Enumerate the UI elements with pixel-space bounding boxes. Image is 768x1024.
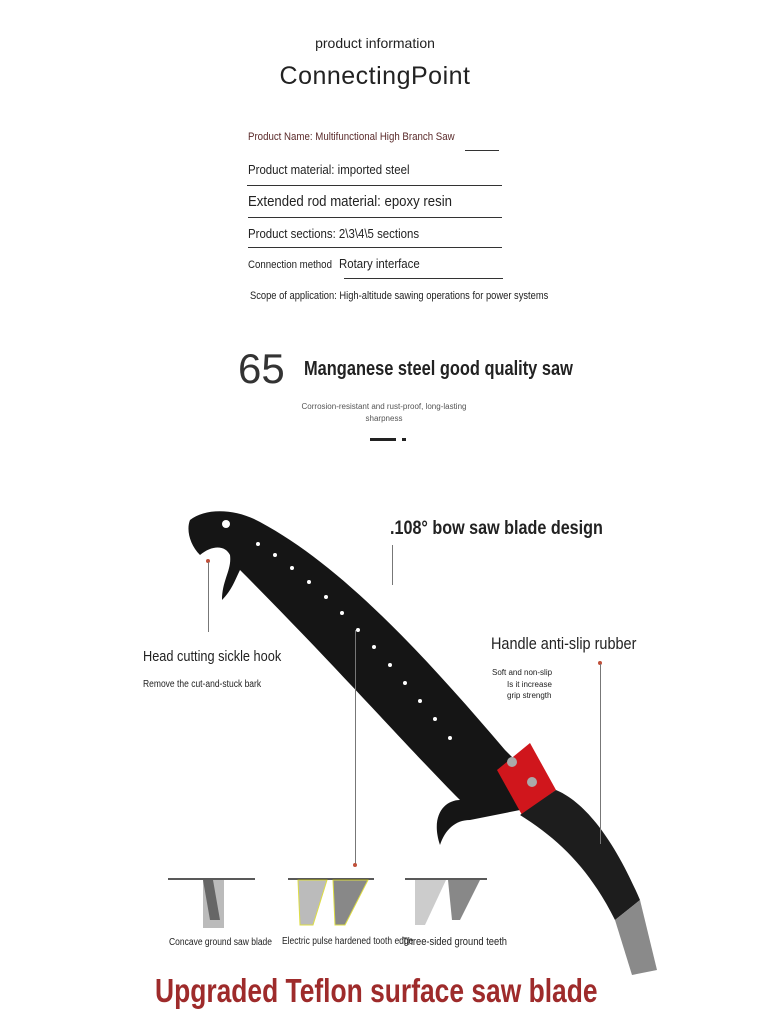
handle-desc-1: Soft and non-slip (492, 668, 553, 677)
feature-desc-2: sharpness (365, 414, 403, 423)
feature-desc-1: Corrosion-resistant and rust-proof, long-lasting (301, 402, 467, 411)
saw-illustration (0, 500, 768, 980)
feature-heading: Manganese steel good quality saw (304, 358, 573, 380)
spec-name: Product Name: Multifunctional High Branch Saw (248, 131, 455, 143)
dash-decoration (370, 438, 396, 441)
divider (248, 217, 502, 218)
handle-title: Handle anti-slip rubber (491, 634, 637, 653)
footer-title: Upgraded Teflon surface saw blade (155, 972, 598, 1009)
callout-dot (353, 863, 357, 867)
spec-scope: Scope of application: High-altitude sawing operations for power systems (250, 290, 549, 302)
spec-rod: Extended rod material: epoxy resin (248, 193, 452, 210)
tooth-label: Concave ground saw blade (169, 937, 273, 948)
divider (465, 150, 499, 151)
handle-desc-3: grip strength (507, 691, 552, 700)
tooth-label: Three-sided ground teeth (402, 936, 508, 948)
spec-material: Product material: imported steel (248, 162, 410, 177)
spec-sections: Product sections: 2\3\4\5 sections (248, 226, 420, 241)
callout-line (600, 664, 601, 844)
dash-decoration (402, 438, 406, 441)
handle-desc-2: Is it increase (507, 680, 552, 689)
page-title: ConnectingPoint (279, 62, 471, 90)
divider (344, 278, 503, 279)
spec-connection-value: Rotary interface (339, 256, 420, 271)
divider (247, 185, 502, 186)
saw-handle (520, 790, 640, 920)
tooth-diagram-1 (168, 879, 255, 928)
callout-line (355, 630, 356, 865)
tooth-label: Electric pulse hardened tooth edge (282, 936, 414, 947)
callout-line (392, 545, 393, 585)
tooth-diagram-2 (288, 879, 374, 925)
hook-desc: Remove the cut-and-stuck bark (143, 679, 262, 690)
callout-line (208, 562, 209, 632)
subtitle: product information (315, 35, 435, 51)
hook-title: Head cutting sickle hook (143, 648, 282, 665)
tooth-diagram-3 (405, 879, 487, 925)
spec-connection-label: Connection method (248, 259, 332, 271)
divider (248, 247, 502, 248)
feature-number: 65 (238, 345, 285, 392)
bow-design-label: .108° bow saw blade design (390, 518, 603, 539)
